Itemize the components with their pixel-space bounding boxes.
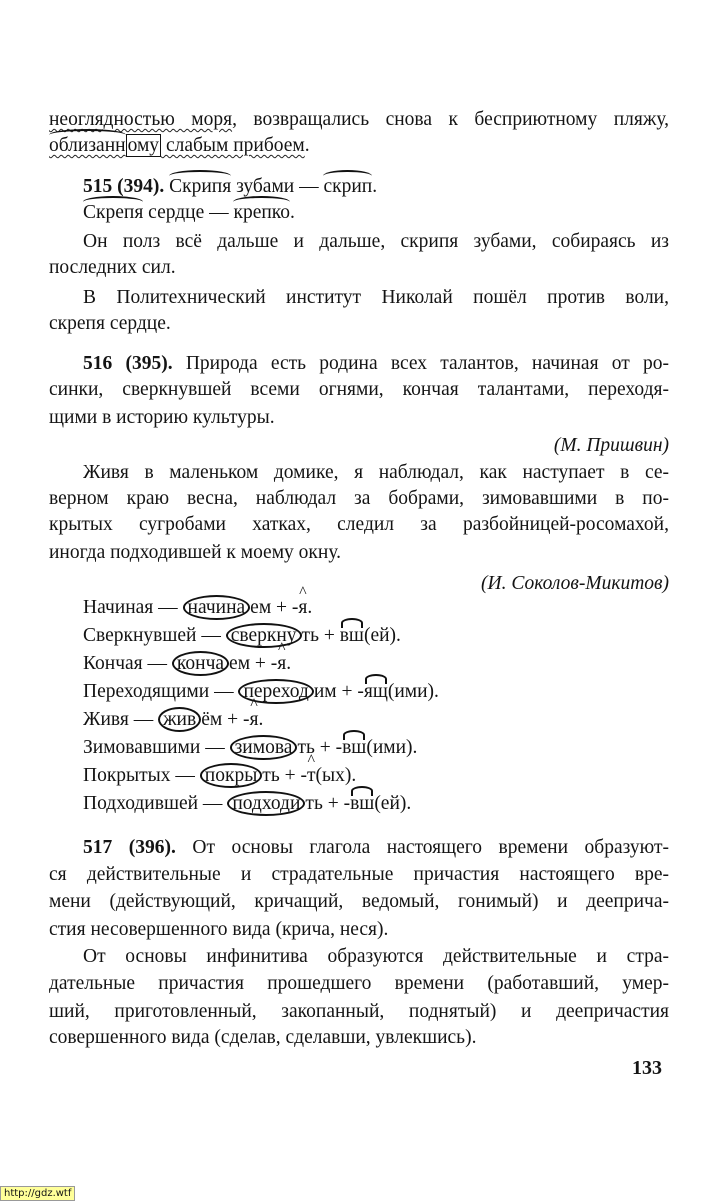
text-line: совершенного вида (сделав, сделавши, увлекшись). — [49, 1027, 477, 1048]
analyzed-word: Живя — — [83, 709, 159, 730]
underlined-phrase: слабым прибоем — [161, 135, 305, 156]
text: (ими). — [387, 681, 439, 702]
analyzed-word: Переходящими — — [83, 681, 239, 702]
word-root: начина — [183, 595, 251, 620]
text-line: От основы инфинитива образуются действительные и стра- — [83, 946, 669, 967]
word-root: зимова — [230, 735, 298, 760]
analysis-row — [83, 762, 439, 790]
analyzed-word: Сверкнувшей — — [83, 625, 226, 646]
text: От основы глагола настоящего времени образуют- — [175, 837, 669, 858]
exercise-number: 517 (396). — [83, 837, 176, 858]
word-ending: ть + — [301, 625, 340, 646]
word-ending: ому — [127, 135, 160, 156]
word-suffix: ^ я — [249, 706, 258, 734]
root-marked-word: Скрепя — [83, 202, 144, 223]
text: сердце — — [143, 202, 234, 223]
analyzed-word: Покрытых — — [83, 765, 200, 786]
analysis-row — [83, 790, 439, 818]
word-ending: ть + - — [305, 793, 351, 814]
text-line: стия несовершенного вида (крича, неся). — [49, 919, 389, 940]
ex515-line-2 — [83, 201, 669, 225]
text-line: иногда подходившей к моему окну. — [49, 542, 342, 563]
word-root: жив — [158, 707, 201, 732]
text: , возвращались снова к бесприютному пляжу, — [232, 109, 669, 130]
exercise-number: 515 (394). — [83, 176, 165, 197]
text-line: синки, сверкнувшей всеми огнями, кончая талантами, переходя- — [49, 379, 669, 400]
text: . — [290, 202, 295, 223]
text: (ых). — [315, 765, 357, 786]
text: . — [372, 176, 378, 197]
analysis-row — [83, 678, 439, 706]
word-root: подходи — [227, 791, 305, 816]
text: (ей). — [374, 793, 412, 814]
word-ending: ём + - — [201, 709, 250, 730]
analyzed-word: Кончая — — [83, 653, 172, 674]
text: . — [307, 597, 313, 618]
ex516-line-1 — [83, 352, 669, 376]
text: . — [258, 709, 264, 730]
analysis-row — [83, 706, 439, 734]
analyzed-word: Зимовавшими — — [83, 737, 230, 758]
author-citation: (И. Соколов-Микитов) — [481, 573, 669, 594]
underlined-phrase: неоглядностью моря — [49, 109, 233, 130]
text: . — [286, 653, 292, 674]
page-number: 133 — [632, 1057, 662, 1079]
word-root: облизанн — [49, 135, 126, 156]
analysis-row — [83, 622, 439, 650]
analyzed-word: Подходившей — — [83, 793, 228, 814]
word-suffix: вш — [350, 790, 374, 818]
text-line: мени (действующий, кричащий, ведомый, гонимый) и дееприча- — [49, 891, 669, 912]
intro-line-1 — [49, 108, 669, 132]
text: (ими). — [366, 737, 418, 758]
word-ending: ем + - — [229, 653, 278, 674]
text-line: скрепя сердце. — [49, 313, 171, 334]
text-line: последних сил. — [49, 257, 176, 278]
word-suffix: вш — [340, 622, 364, 650]
word-ending: ем + - — [250, 597, 299, 618]
text-line: щими в историю культуры. — [49, 407, 275, 428]
text-line: крытых сугробами хатках, следил за разбойницей-росомахой, — [49, 514, 669, 535]
text: (ей). — [363, 625, 401, 646]
text: зубами — — [231, 176, 324, 197]
ex515-line-1 — [83, 175, 669, 199]
word-suffix: вш — [342, 734, 366, 762]
word-ending: им + - — [313, 681, 364, 702]
word-root: конча — [172, 651, 229, 676]
word-root: покры — [200, 763, 263, 788]
word-suffix: ^ т — [307, 762, 316, 790]
text-line: Живя в маленьком домике, я наблюдал, как наступает в се- — [83, 462, 669, 483]
word-analysis-list — [83, 594, 439, 818]
text: . — [304, 135, 310, 156]
ex517-line-1 — [83, 836, 669, 860]
word-suffix: ящ — [364, 678, 388, 706]
text-line: В Политехнический институт Николай пошёл против воли, — [83, 287, 669, 308]
word-ending: ть + - — [297, 737, 343, 758]
text-line: верном краю весна, наблюдал за бобрами, зимовавшими в по- — [49, 488, 669, 509]
intro-line-2 — [49, 134, 669, 158]
word-suffix: ^ я — [277, 650, 286, 678]
text-line: Он полз всё дальше и дальше, скрипя зубами, собираясь из — [83, 231, 669, 252]
root-marked-word: Скрипя — [169, 176, 232, 197]
text-line: ся действительные и страдательные причастия настоящего вре- — [49, 864, 669, 885]
analysis-row — [83, 734, 439, 762]
analyzed-word: Начиная — — [83, 597, 183, 618]
word-ending: ть + - — [262, 765, 307, 786]
source-link[interactable]: http://gdz.wtf — [0, 1186, 75, 1201]
root-marked-word: скрип — [323, 176, 373, 197]
text-line: дательные причастия прошедшего времени (работавший, умер- — [49, 973, 669, 994]
analysis-row — [83, 594, 439, 622]
word-suffix: ^ я — [298, 594, 307, 622]
text-line: ший, приготовленный, закопанный, поднятый) и деепричастия — [49, 1001, 669, 1022]
exercise-number: 516 (395). — [83, 353, 173, 374]
analysis-row — [83, 650, 439, 678]
author-citation: (М. Пришвин) — [553, 435, 669, 456]
word-root: сверкну — [226, 623, 302, 648]
word-root: переход — [238, 679, 313, 704]
root-marked-word: крепко — [233, 202, 291, 223]
text: Природа есть родина всех талантов, начиная от ро- — [172, 353, 669, 374]
